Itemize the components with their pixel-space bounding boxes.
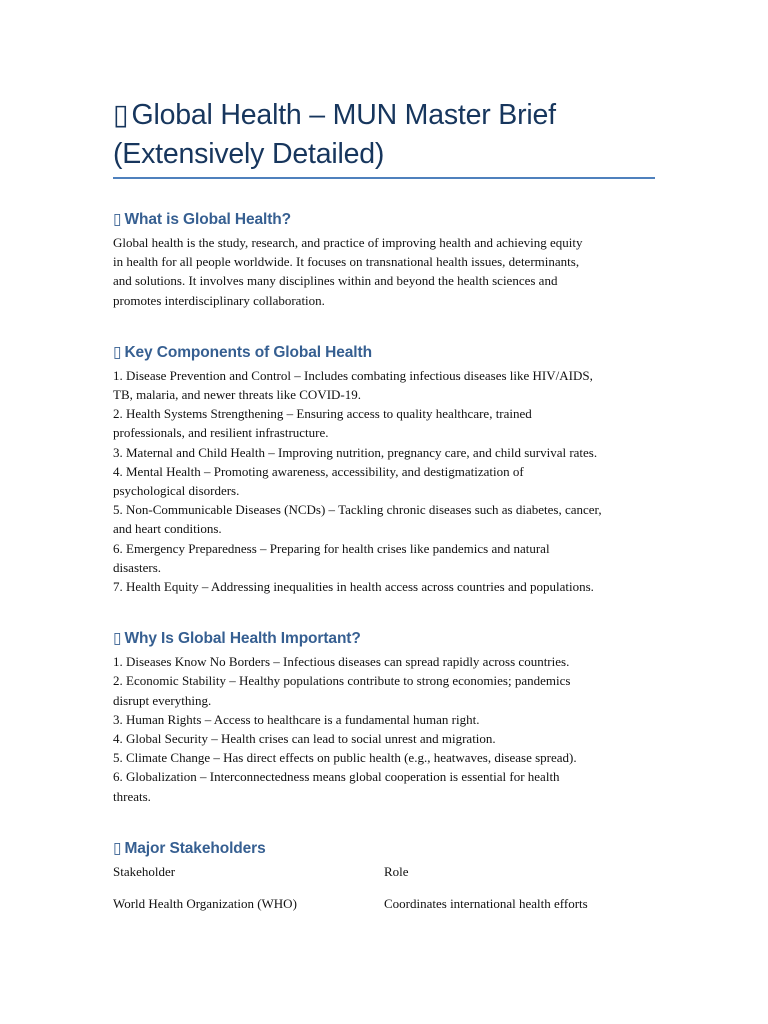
missing-glyph-icon: ▯ [113,343,122,361]
list-item: 5. Non-Communicable Diseases (NCDs) – Tackling chronic diseases such as diabetes, cancer, [113,502,602,518]
list-item: 7. Health Equity – Addressing inequalities in health access across countries and populations. [113,579,594,595]
table-row [113,894,655,913]
missing-glyph-icon: ▯ [113,839,122,857]
missing-glyph-icon: ▯ [113,99,129,131]
heading-text: Why Is Global Health Important? [124,630,361,648]
document-title [113,96,655,177]
what-paragraph [113,233,655,310]
heading-text: Major Stakeholders [124,839,266,857]
list-item: disasters. [113,559,162,575]
paragraph-line: Global health is the study, research, and practice of improving health and achieving equity [113,235,583,250]
missing-glyph-icon: ▯ [113,630,122,648]
table-cell: World Health Organization (WHO) [113,895,297,911]
heading-why-important [113,629,655,649]
list-item: 1. Diseases Know No Borders – Infectious diseases can spread rapidly across countries. [113,654,570,670]
list-item: 4. Global Security – Health crises can lead to social unrest and migration. [113,731,496,747]
list-item: 3. Human Rights – Access to healthcare is a fundamental human right. [113,711,480,727]
table-header-cell: Role [384,863,409,879]
list-item: psychological disorders. [113,483,240,499]
list-item: 2. Economic Stability – Healthy populations contribute to strong economies; pandemics [113,673,571,689]
importance-list [113,652,655,806]
list-item: threats. [113,788,151,804]
list-item: 6. Globalization – Interconnectedness means global cooperation is essential for health [113,769,560,785]
list-item: 1. Disease Prevention and Control – Includes combating infectious diseases like HIV/AIDS, [113,367,593,383]
heading-text: What is Global Health? [124,211,292,228]
list-item: 4. Mental Health – Promoting awareness, accessibility, and destigmatization of [113,463,524,479]
document-page [113,96,655,913]
list-item: 5. Climate Change – Has direct effects on public health (e.g., heatwaves, disease spread). [113,750,577,766]
list-item: TB, malaria, and newer threats like COVID-19. [113,387,362,403]
table-cell: Coordinates international health efforts [384,895,588,911]
list-item: 2. Health Systems Strengthening – Ensuring access to quality healthcare, trained [113,406,532,422]
list-item: 3. Maternal and Child Health – Improving nutrition, pregnancy care, and child survival rates. [113,444,598,460]
stakeholders-table [113,862,655,913]
table-header-row [113,862,655,894]
heading-what-is-global-health [113,210,655,230]
list-item: professionals, and resilient infrastructure. [113,425,329,441]
table-header-cell: Stakeholder [113,863,176,879]
paragraph-line: and solutions. It involves many disciplines within and beyond the health sciences and [113,273,558,289]
components-list [113,366,655,596]
paragraph-line: promotes interdisciplinary collaboration. [113,292,325,308]
list-item: disrupt everything. [113,692,212,708]
title-line-1: Global Health – MUN Master Brief [131,99,556,131]
paragraph-line: in health for all people worldwide. It focuses on transnational health issues, determinants, [113,254,580,270]
missing-glyph-icon: ▯ [113,211,122,228]
list-item: 6. Emergency Preparedness – Preparing for health crises like pandemics and natural [113,540,550,556]
list-item: and heart conditions. [113,521,222,537]
heading-major-stakeholders [113,839,655,859]
heading-key-components [113,343,655,363]
title-line-2: (Extensively Detailed) [113,138,385,170]
heading-text: Key Components of Global Health [124,343,372,361]
